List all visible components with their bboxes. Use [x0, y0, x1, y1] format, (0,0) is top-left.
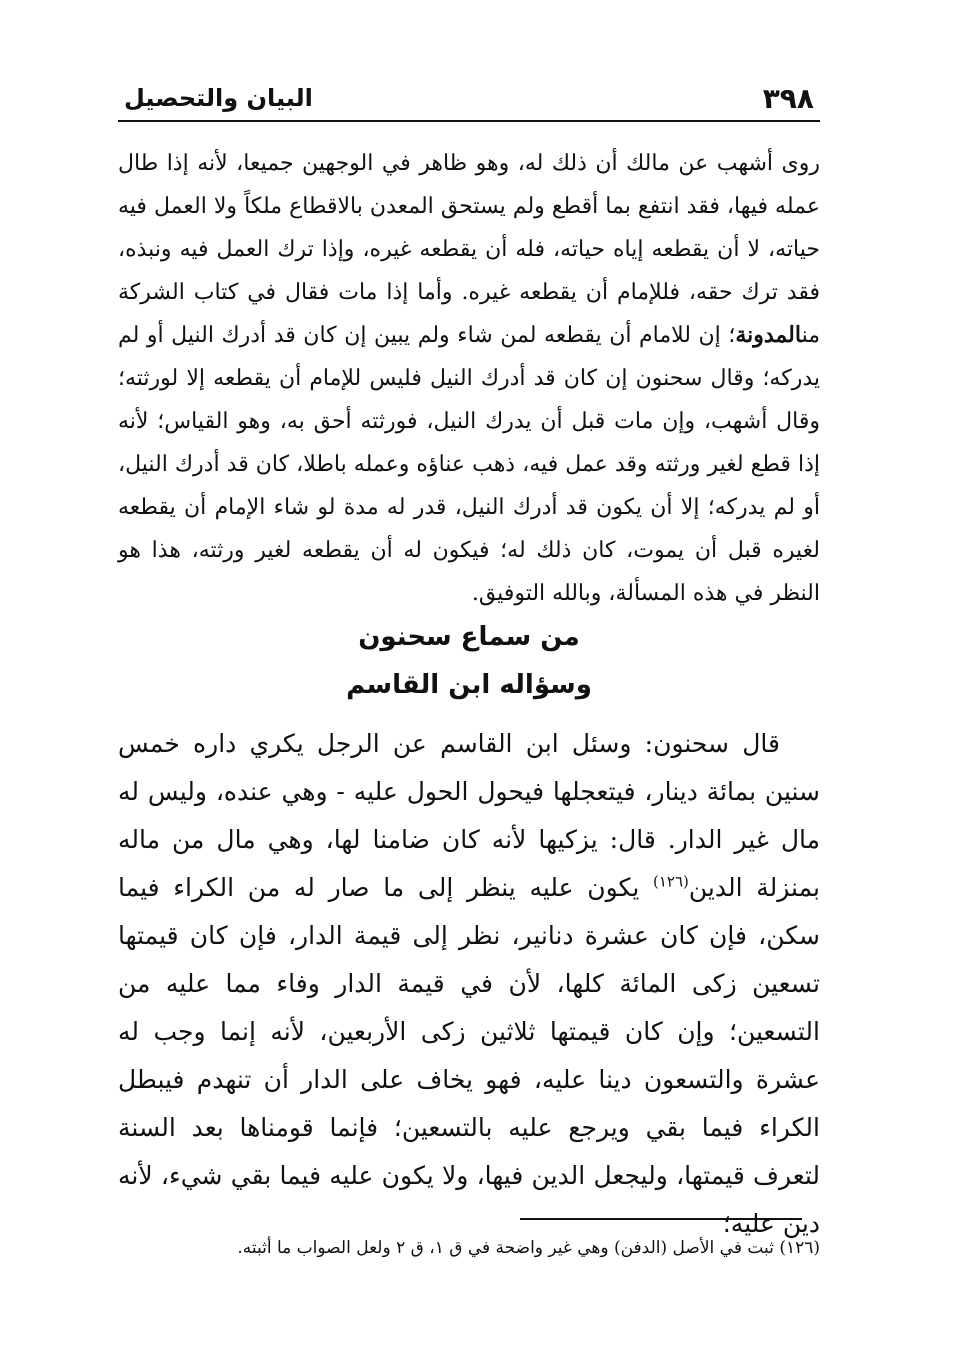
- paragraph-text: قال سحنون: وسئل ابن القاسم عن الرجل يكري داره خمس سنين بمائة دينار، فيتعجلها فيحول الحول عليه - وهي عنده، وليس له مال غير الدار. قال: يزكيها لأنه كان ضامنا لها، وهي مال من ماله بمنزلة الدين: [118, 729, 820, 902]
- book-title: البيان والتحصيل: [124, 84, 313, 112]
- paragraph-text: روى أشهب عن مالك أن ذلك له، وهو ظاهر في الوجهين جميعا، لأنه إذا طال عمله فيها، فقد انتفع بما أقطع ولم يستحق المعدن بالاقطاع ملكاً ولا العمل فيه حياته، لا أن يقطعه إياه حياته، فله أن يقطعه غيره، وإذا ترك العمل فيه ونبذه، فقد ترك حقه، فللإمام أن يقطعه غيره. وأما إذا مات فقال في كتاب الشركة من: [118, 151, 820, 348]
- paragraph-commentary: [118, 142, 820, 615]
- paragraph-text-continued: يكون عليه ينظر إلى ما صار له من الكراء فيما سكن، فإن كان عشرة دنانير، نظر إلى قيمة الدار، فإن كان قيمتها تسعين زكى المائة كلها، لأن في قيمة الدار وفاء مما عليه من التسعين؛ وإن كان قيمتها ثلاثين زكى الأربعين، لأنه إنما وجب له عشرة والتسعون دينا عليه، فهو يخاف على الدار أن تنهدم فيبطل الكراء فيما بقي ويرجع عليه بالتسعين؛ فإنما قومناها بعد السنة لتعرف قيمتها، وليجعل الدين فيها، ولا يكون عليه فيما بقي شيء، لأنه دين عليه؛: [118, 873, 820, 1238]
- section-heading-line2: وسؤاله ابن القاسم: [346, 670, 592, 700]
- bold-term-mudawwana: المدونة: [735, 322, 802, 348]
- footnote: (١٢٦) ثبت في الأصل (الدفن) وهي غير واضحة في ق ١، ق ٢ ولعل الصواب ما أثبته.: [237, 1238, 820, 1258]
- footnote-divider: [520, 1218, 802, 1220]
- page-number: ٣٩٨: [762, 82, 814, 115]
- section-heading-line1: من سماع سحنون: [358, 622, 580, 652]
- paragraph-text-continued: ؛ إن للامام أن يقطعه لمن شاء ولم يبين إن كان قد أدرك النيل أو لم يدركه؛ وقال سحنون إن كان قد أدرك النيل فليس للإمام أن يقطعه إلا لورثته؛ وقال أشهب، وإن مات قبل أن يدرك النيل، فورثته أحق به، وهو القياس؛ لأنه إذا قطع لغير ورثته وقد عمل فيه، ذهب عناؤه وعمله باطلا، كان قد أدرك النيل، أو لم يدركه؛ إلا أن يكون قد أدرك النيل، قدر له مدة لو شاء الإمام أن يقطعه لغيره قبل أن يموت، كان ذلك له؛ فيكون له أن يقطعه لغير ورثته، هذا هو النظر في هذه المسألة، وبالله التوفيق.: [118, 323, 820, 606]
- page-header: [118, 80, 820, 122]
- paragraph-main-text: [118, 720, 820, 1248]
- footnote-reference: (١٢٦): [652, 872, 689, 891]
